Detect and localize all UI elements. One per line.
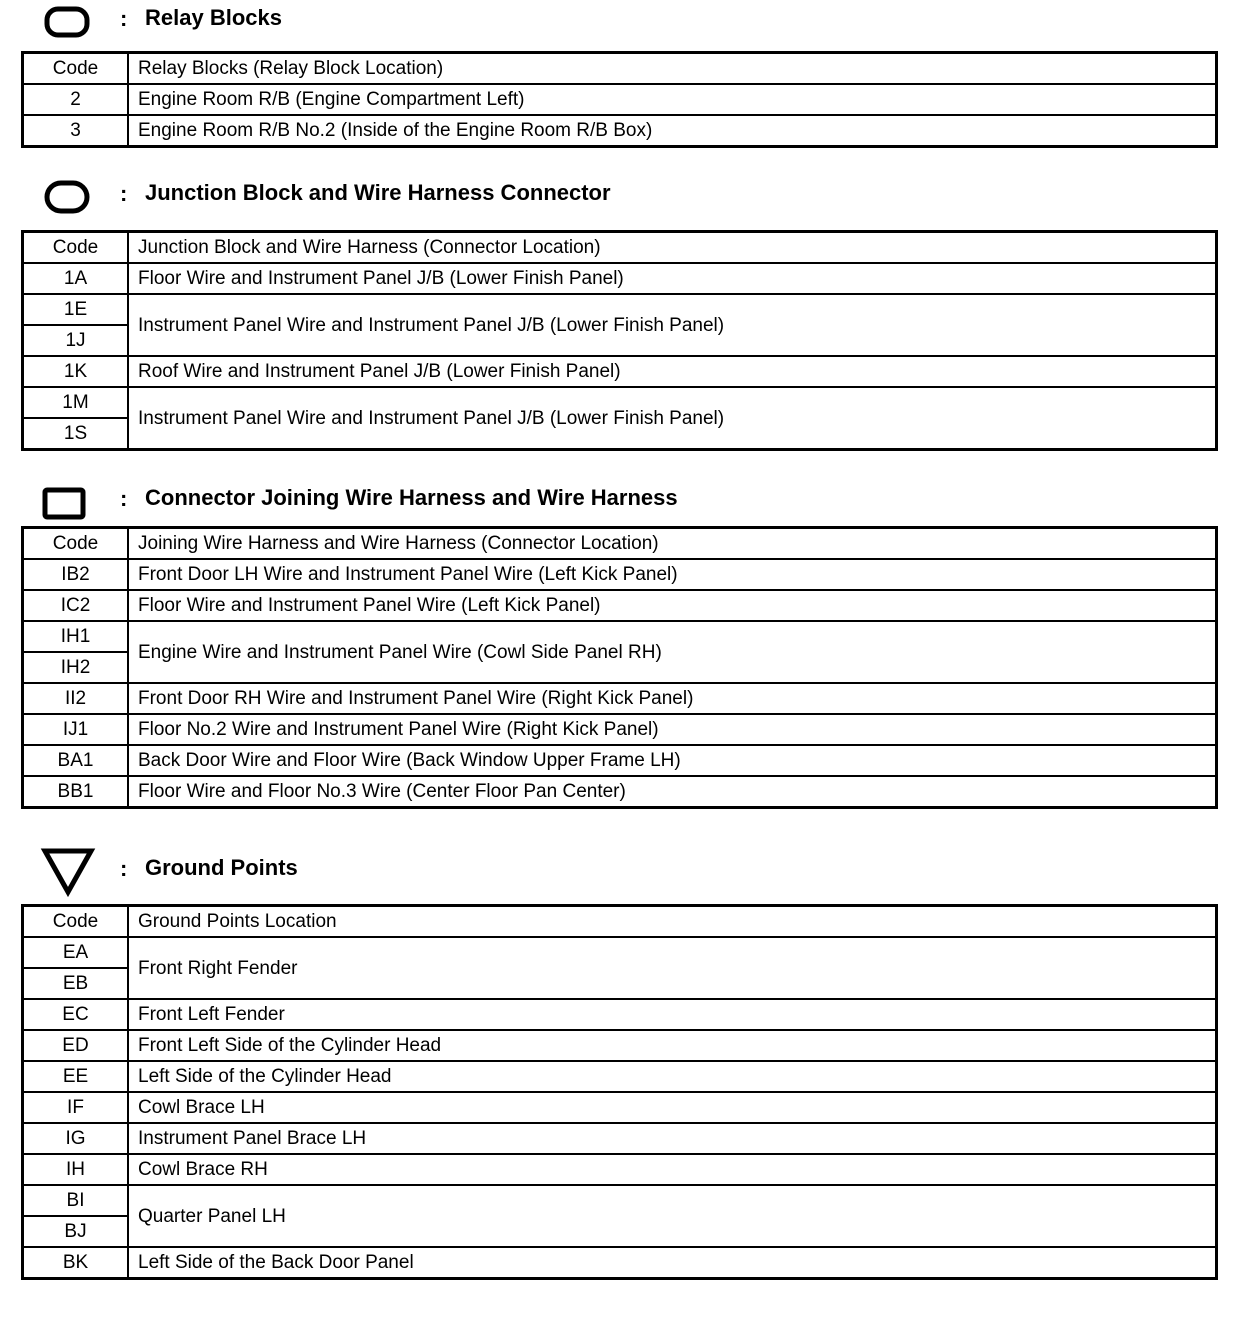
table-row: [23, 714, 1217, 745]
code-cell: 1K: [23, 356, 129, 387]
desc-cell: Front Left Side of the Cylinder Head: [128, 1030, 1217, 1061]
code-cell: BK: [23, 1247, 129, 1279]
table-row: [23, 1247, 1217, 1279]
code-cell: IH2: [23, 652, 129, 683]
desc-cell: Engine Room R/B No.2 (Inside of the Engine Room R/B Box): [128, 115, 1217, 147]
code-cell: EB: [23, 968, 129, 999]
section-title: Junction Block and Wire Harness Connector: [145, 180, 611, 205]
section-colon: :: [120, 856, 128, 881]
connector-joining-table: [21, 526, 1218, 809]
code-cell: IB2: [23, 559, 129, 590]
section-header-ground-points: [0, 850, 1248, 894]
code-cell: 1M: [23, 387, 129, 418]
desc-cell: Cowl Brace RH: [128, 1154, 1217, 1185]
desc-cell: Instrument Panel Wire and Instrument Panel J/B (Lower Finish Panel): [128, 294, 1217, 356]
desc-cell: Front Door LH Wire and Instrument Panel Wire (Left Kick Panel): [128, 559, 1217, 590]
code-header: Code: [23, 528, 129, 560]
code-header: Code: [23, 906, 129, 938]
code-header: Code: [23, 232, 129, 264]
code-cell: 2: [23, 84, 129, 115]
table-row: [23, 559, 1217, 590]
code-cell: EA: [23, 937, 129, 968]
section-colon: :: [120, 6, 128, 31]
code-header: Code: [23, 53, 129, 85]
code-cell: 1J: [23, 325, 129, 356]
table-row: [23, 263, 1217, 294]
section-title: Relay Blocks: [145, 5, 282, 30]
section-header-relay-blocks: [0, 0, 1248, 44]
desc-cell: Left Side of the Cylinder Head: [128, 1061, 1217, 1092]
desc-cell: Roof Wire and Instrument Panel J/B (Lower Finish Panel): [128, 356, 1217, 387]
code-cell: BA1: [23, 745, 129, 776]
rounded-box-icon: [40, 2, 96, 42]
desc-cell: Floor Wire and Floor No.3 Wire (Center Floor Pan Center): [128, 776, 1217, 808]
table-row: [23, 776, 1217, 808]
table-header-row: [23, 528, 1217, 560]
table-row: [23, 621, 1217, 652]
table-header-row: [23, 53, 1217, 85]
code-cell: 1S: [23, 418, 129, 450]
table-row: [23, 115, 1217, 147]
oval-box-icon: [40, 177, 96, 217]
table-row: [23, 1061, 1217, 1092]
desc-cell: Engine Room R/B (Engine Compartment Left): [128, 84, 1217, 115]
table-header-row: [23, 232, 1217, 264]
table-row: [23, 999, 1217, 1030]
table-row: [23, 387, 1217, 418]
desc-cell: Left Side of the Back Door Panel: [128, 1247, 1217, 1279]
code-cell: II2: [23, 683, 129, 714]
table-row: [23, 1092, 1217, 1123]
relay-blocks-table: [21, 51, 1218, 148]
table-row: [23, 1123, 1217, 1154]
table-row: [23, 1030, 1217, 1061]
table-row: [23, 1185, 1217, 1216]
section-header-junction-block: [0, 175, 1248, 219]
code-cell: IG: [23, 1123, 129, 1154]
section-colon: :: [120, 486, 128, 511]
desc-cell: Floor No.2 Wire and Instrument Panel Wire (Right Kick Panel): [128, 714, 1217, 745]
desc-cell: Back Door Wire and Floor Wire (Back Window Upper Frame LH): [128, 745, 1217, 776]
table-row: [23, 590, 1217, 621]
code-cell: ED: [23, 1030, 129, 1061]
table-row: [23, 683, 1217, 714]
code-cell: BI: [23, 1185, 129, 1216]
desc-header: Ground Points Location: [128, 906, 1217, 938]
desc-cell: Front Left Fender: [128, 999, 1217, 1030]
section-header-connector-joining: [0, 480, 1248, 524]
desc-cell: Instrument Panel Wire and Instrument Panel J/B (Lower Finish Panel): [128, 387, 1217, 450]
desc-cell: Quarter Panel LH: [128, 1185, 1217, 1247]
table-header-row: [23, 906, 1217, 938]
junction-block-table: [21, 230, 1218, 451]
code-cell: BB1: [23, 776, 129, 808]
desc-cell: Instrument Panel Brace LH: [128, 1123, 1217, 1154]
desc-cell: Floor Wire and Instrument Panel Wire (Left Kick Panel): [128, 590, 1217, 621]
table-row: [23, 1154, 1217, 1185]
code-cell: IC2: [23, 590, 129, 621]
code-cell: IJ1: [23, 714, 129, 745]
table-row: [23, 937, 1217, 968]
desc-header: Relay Blocks (Relay Block Location): [128, 53, 1217, 85]
section-title: Ground Points: [145, 855, 298, 880]
desc-cell: Front Right Fender: [128, 937, 1217, 999]
desc-cell: Cowl Brace LH: [128, 1092, 1217, 1123]
code-cell: 1E: [23, 294, 129, 325]
code-cell: EE: [23, 1061, 129, 1092]
ground-points-table: [21, 904, 1218, 1280]
desc-cell: Engine Wire and Instrument Panel Wire (Cowl Side Panel RH): [128, 621, 1217, 683]
desc-cell: Floor Wire and Instrument Panel J/B (Lower Finish Panel): [128, 263, 1217, 294]
desc-cell: Front Door RH Wire and Instrument Panel Wire (Right Kick Panel): [128, 683, 1217, 714]
table-row: [23, 356, 1217, 387]
square-box-icon: [40, 482, 96, 522]
table-row: [23, 294, 1217, 325]
section-title: Connector Joining Wire Harness and Wire Harness: [145, 485, 678, 510]
code-cell: IH1: [23, 621, 129, 652]
code-cell: IF: [23, 1092, 129, 1123]
table-row: [23, 84, 1217, 115]
code-cell: BJ: [23, 1216, 129, 1247]
table-row: [23, 745, 1217, 776]
ground-triangle-icon: [40, 848, 96, 898]
code-cell: 1A: [23, 263, 129, 294]
desc-header: Joining Wire Harness and Wire Harness (Connector Location): [128, 528, 1217, 560]
desc-header: Junction Block and Wire Harness (Connector Location): [128, 232, 1217, 264]
section-colon: :: [120, 181, 128, 206]
code-cell: EC: [23, 999, 129, 1030]
code-cell: IH: [23, 1154, 129, 1185]
code-cell: 3: [23, 115, 129, 147]
